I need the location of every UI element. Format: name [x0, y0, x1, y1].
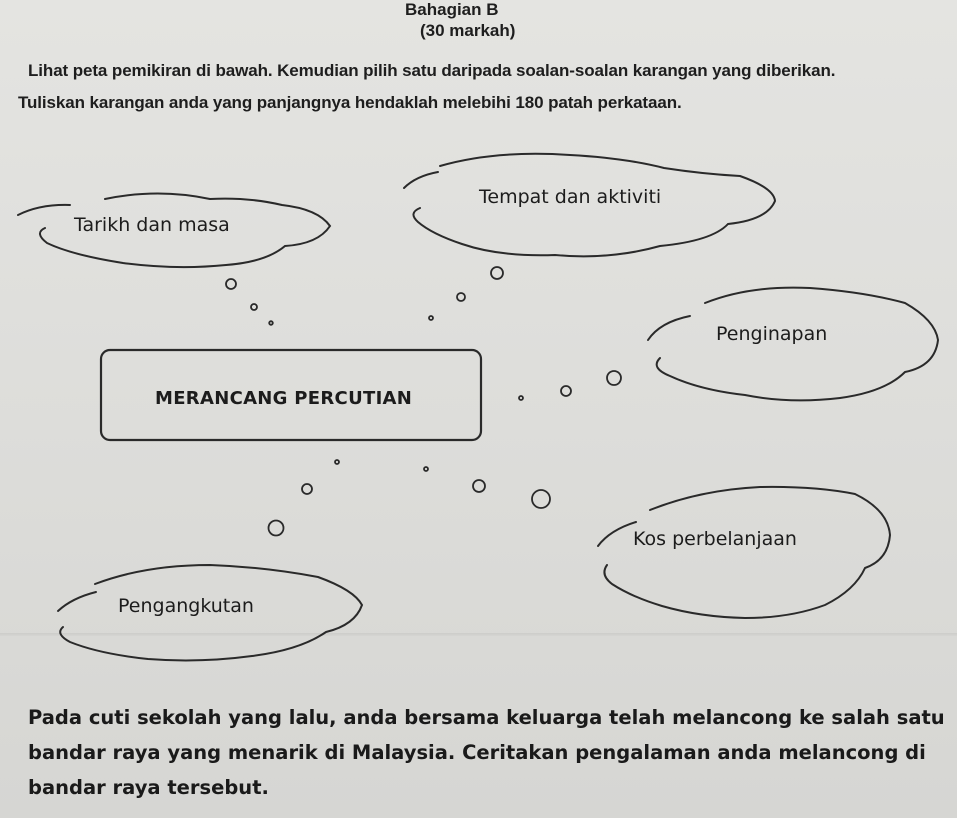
bubble-label-date-time: Tarikh dan masa [74, 214, 230, 236]
page-fold [0, 633, 957, 636]
bubble-label-transport: Pengangkutan [118, 595, 254, 617]
bubble-label-place-activity: Tempat dan aktiviti [479, 186, 662, 208]
marks-label: (30 markah) [420, 21, 516, 40]
instruction-line-2: Tuliskan karangan anda yang panjangnya hendaklah melebihi 180 patah perkataan. [18, 93, 682, 112]
bubble-label-accommodation: Penginapan [716, 323, 828, 345]
bubble-label-expenses: Kos perbelanjaan [633, 528, 797, 550]
section-title: Bahagian B [405, 0, 499, 19]
center-label: MERANCANG PERCUTIAN [155, 388, 413, 409]
instruction-line-1: Lihat peta pemikiran di bawah. Kemudian pilih satu daripada soalan-soalan karangan yang diberikan. [28, 61, 836, 80]
cloud-expenses [598, 487, 890, 618]
essay-question: Pada cuti sekolah yang lalu, anda bersama keluarga telah melancong ke salah satu bandar raya yang menarik di Malaysia. Ceritakan pengalaman anda melancong di bandar raya tersebut. [28, 706, 945, 799]
